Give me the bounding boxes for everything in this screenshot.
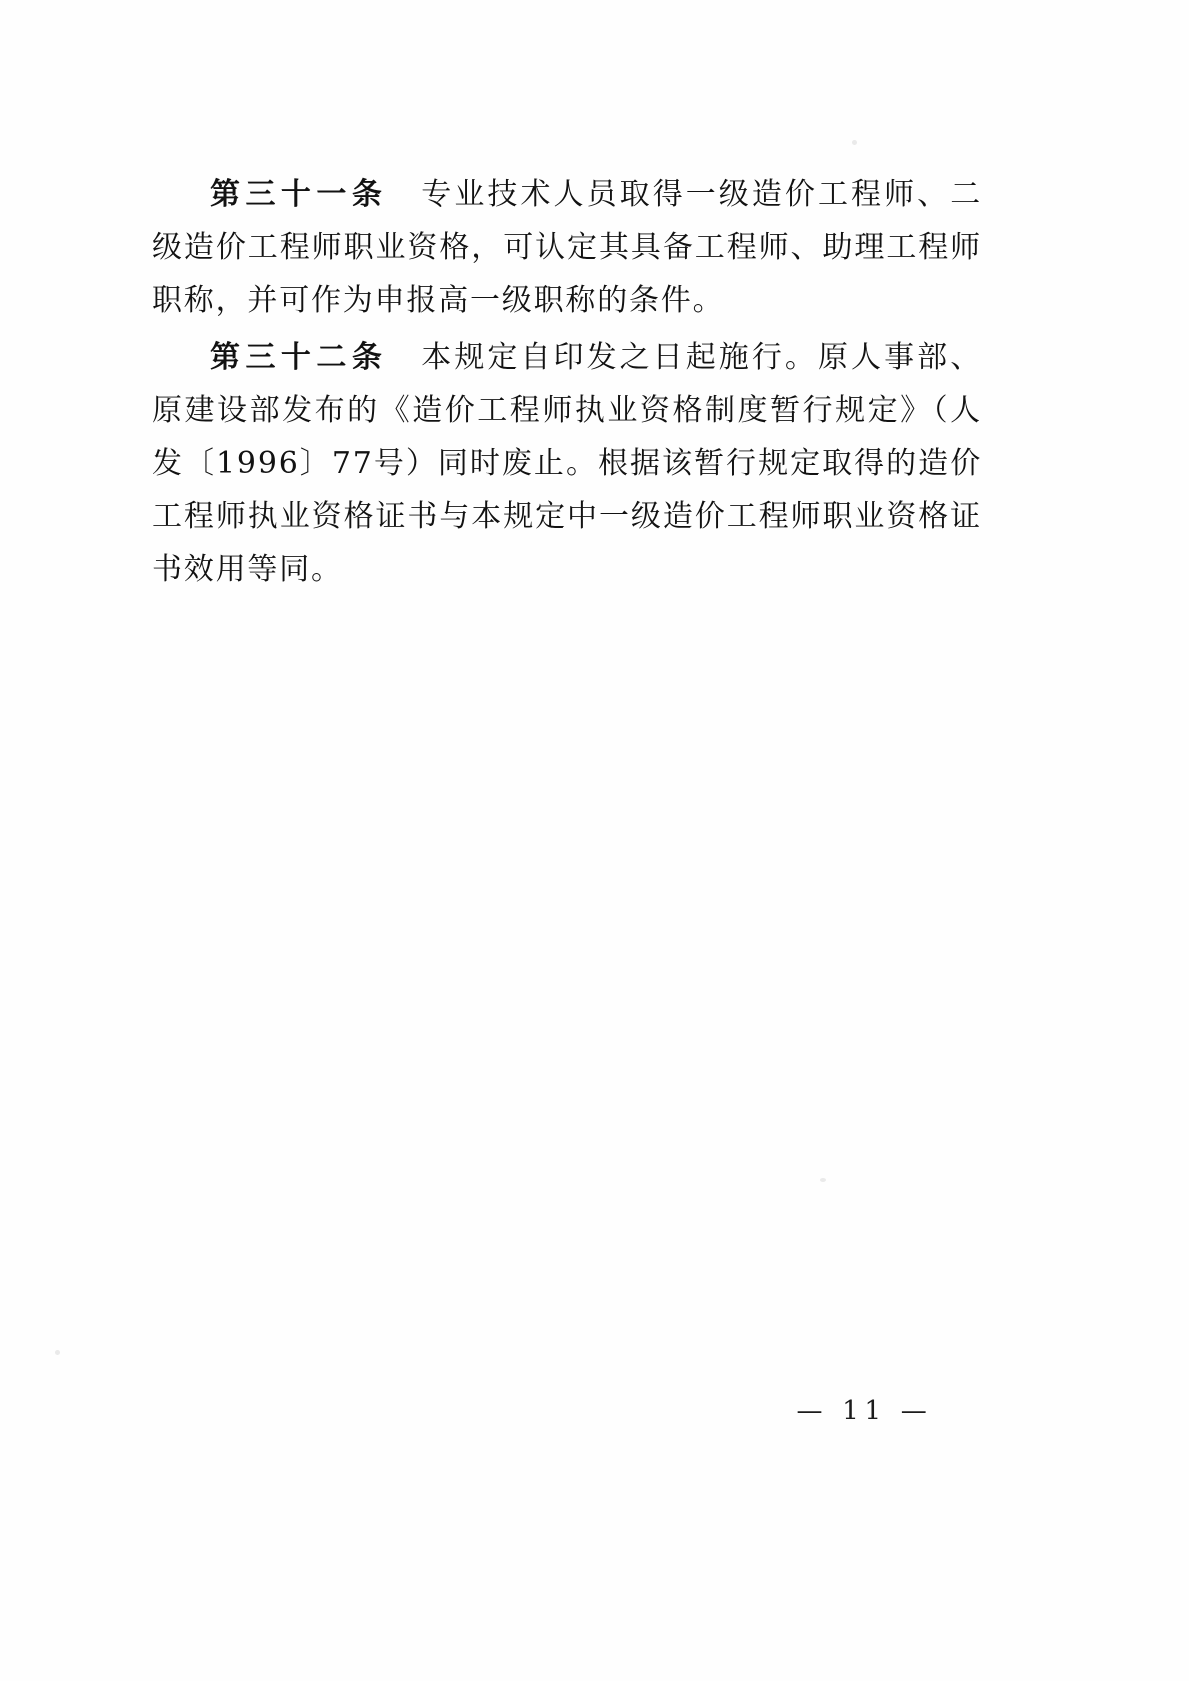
- article-paragraph: [152, 331, 982, 596]
- scan-speck: [55, 1350, 60, 1355]
- document-body: [152, 168, 982, 600]
- article-text-31: 专业技术人员取得一级造价工程师、二级造价工程师职业资格，可认定其具备工程师、助理工程师职称，并可作为申报高一级职称的条件。: [152, 177, 983, 318]
- article-lead-31: 第三十一条: [210, 177, 388, 212]
- article-lead-32: 第三十二条: [210, 340, 388, 375]
- scan-speck: [820, 1178, 826, 1182]
- article-text-32: 本规定自印发之日起施行。原人事部、原建设部发布的《造价工程师执业资格制度暂行规定》（人发〔1996〕77号）同时废止。根据该暂行规定取得的造价工程师执业资格证书与本规定中一级造价工程师职业资格证书效用等同。: [152, 340, 983, 587]
- page-number: — 11 —: [796, 1396, 933, 1426]
- article-paragraph: [152, 168, 982, 327]
- scan-speck: [852, 140, 857, 145]
